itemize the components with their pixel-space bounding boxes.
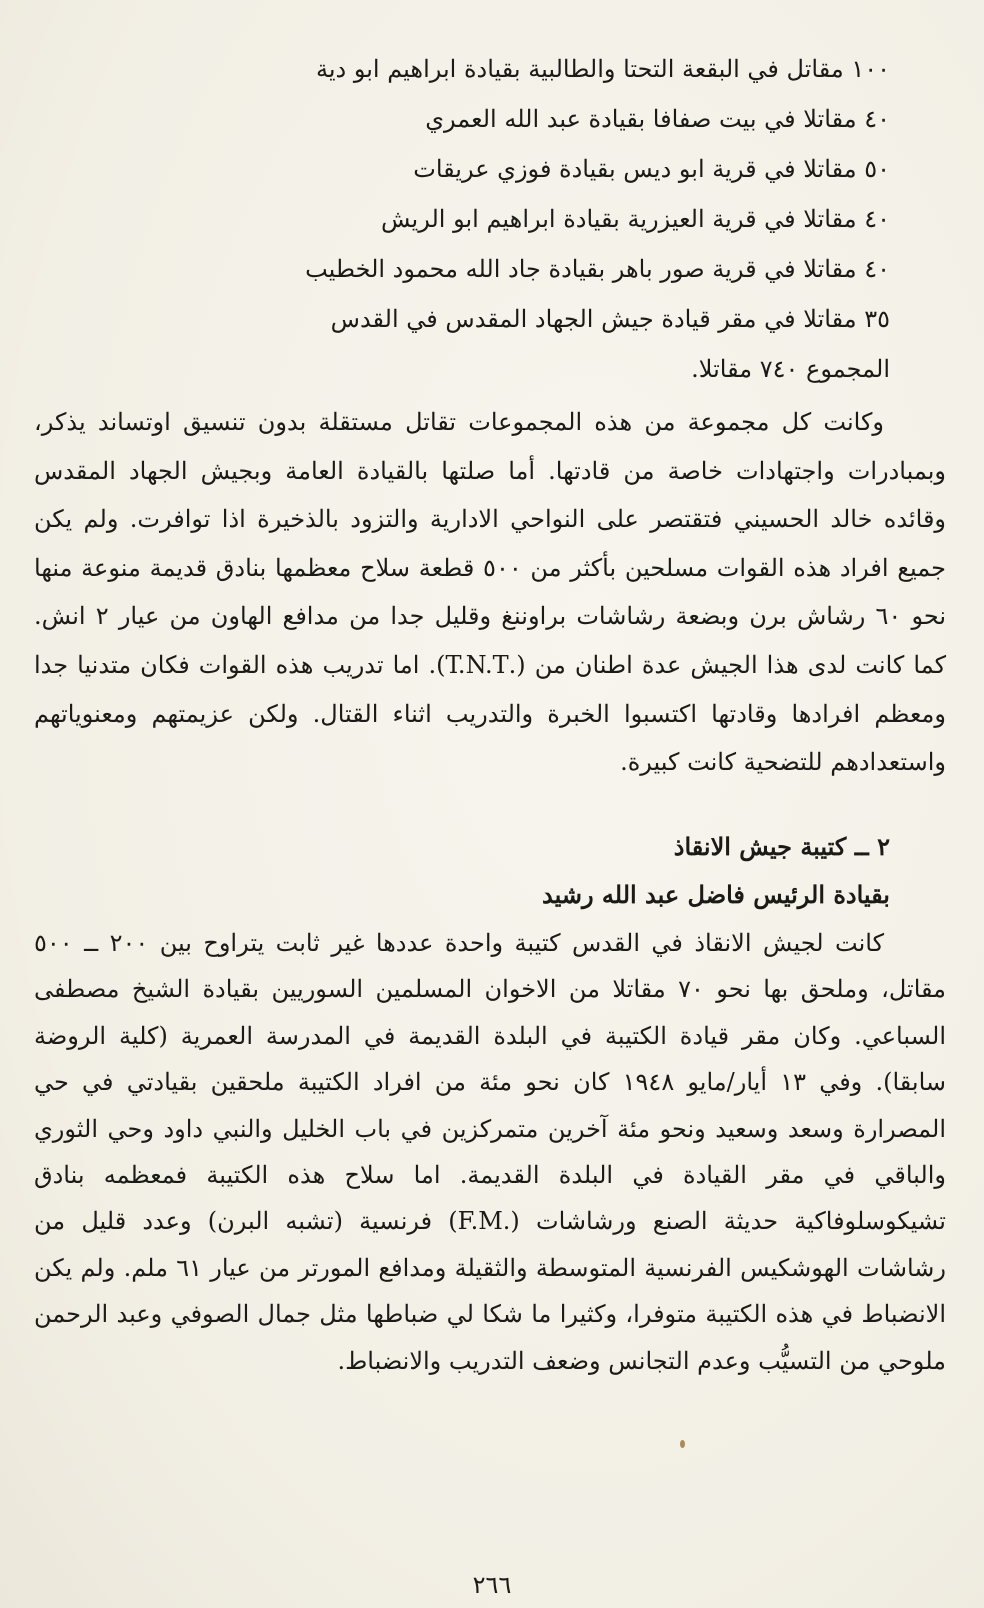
list-item: ٤٠ مقاتلا في قرية العيزرية بقيادة ابراهيم ابو الريش — [380, 205, 890, 233]
paragraph-battalion — [34, 920, 946, 1384]
fighters-list — [50, 44, 890, 394]
section-heading: ٢ ــ كتيبة جيش الانقاذ — [673, 832, 890, 861]
paragraph-text: كانت لجيش الانقاذ في القدس كتيبة واحدة عددها غير ثابت يتراوح بين ٢٠٠ ــ ٥٠٠ مقاتل، وملحق بها نحو ٧٠ مقاتلا من الاخوان المسلمين السوريين بقيادة الشيخ مصطفى السباعي. وكان مقر قيادة الكتيبة في البلدة القديمة في المدرسة العمرية (كلية الروضة سابقا). وفي ١٣ أيار/مايو ١٩٤٨ كان نحو مئة من افراد الكتيبة ملحقين بقيادتي في حي المصرارة وسعد وسعيد ونحو مئة آخرين متمركزين في باب الخليل والنبي داود وحي الثوري والباقي في مقر القيادة في البلدة القديمة. اما سلاح هذه الكتيبة فمعظمه بنادق تشيكوسلوفاكية حديثة الصنع ورشاشات (.F.M) فرنسية (تشبه البرن) وعدد قليل من رشاشات الهوشكيس الفرنسية المتوسطة والثقيلة ومدافع المورتر من عيار ٦١ ملم. ولم يكن الانضباط في هذه الكتيبة متوفرا، وكثيرا ما شكا لي ضباطها مثل جمال الصوفي وعبد الرحمن ملوحي من التسيُّب وعدم التجانس وضعف التدريب والانضباط. — [34, 929, 947, 1375]
list-item: ٤٠ مقاتلا في بيت صفافا بقيادة عبد الله العمري — [425, 105, 890, 133]
paragraph-groups — [34, 398, 946, 787]
list-item: ٤٠ مقاتلا في قرية صور باهر بقيادة جاد الله محمود الخطيب — [305, 255, 890, 283]
list-item: ٣٥ مقاتلا في مقر قيادة جيش الجهاد المقدس في القدس — [330, 305, 890, 333]
section-subheading: بقيادة الرئيس فاضل عبد الله رشيد — [542, 880, 890, 909]
paragraph-text: وكانت كل مجموعة من هذه المجموعات تقاتل مستقلة بدون تنسيق اوتساند يذكر، وبمبادرات واجتهادات خاصة من قادتها. أما صلتها بالقيادة العامة وبجيش الجهاد المقدس وقائده خالد الحسيني فتقتصر على النواحي الادارية والتزود بالذخيرة اذا توافرت. ولم يكن جميع افراد هذه القوات مسلحين بأكثر من ٥٠٠ قطعة سلاح معظمها بنادق قديمة منوعة منها نحو ٦٠ رشاش برن وبضعة رشاشات براوننغ وقليل جدا من مدافع الهاون من عيار ٢ انش. كما كانت لدى هذا الجيش عدة اطنان من (.T.N.T). اما تدريب هذه القوات فكان متدنيا جدا ومعظم افرادها وقادتها اكتسبوا الخبرة والتدريب اثناء القتال. ولكن عزيمتهم ومعنوياتهم واستعدادهم للتضحية كانت كبيرة. — [34, 408, 947, 777]
list-total: المجموع ٧٤٠ مقاتلا. — [691, 355, 890, 383]
page-number: ٢٦٦ — [472, 1571, 512, 1599]
paper-speck — [680, 1440, 685, 1448]
list-item: ١٠٠ مقاتل في البقعة التحتا والطالبية بقيادة ابراهيم ابو دية — [315, 55, 890, 83]
list-item: ٥٠ مقاتلا في قرية ابو ديس بقيادة فوزي عريقات — [413, 155, 890, 183]
